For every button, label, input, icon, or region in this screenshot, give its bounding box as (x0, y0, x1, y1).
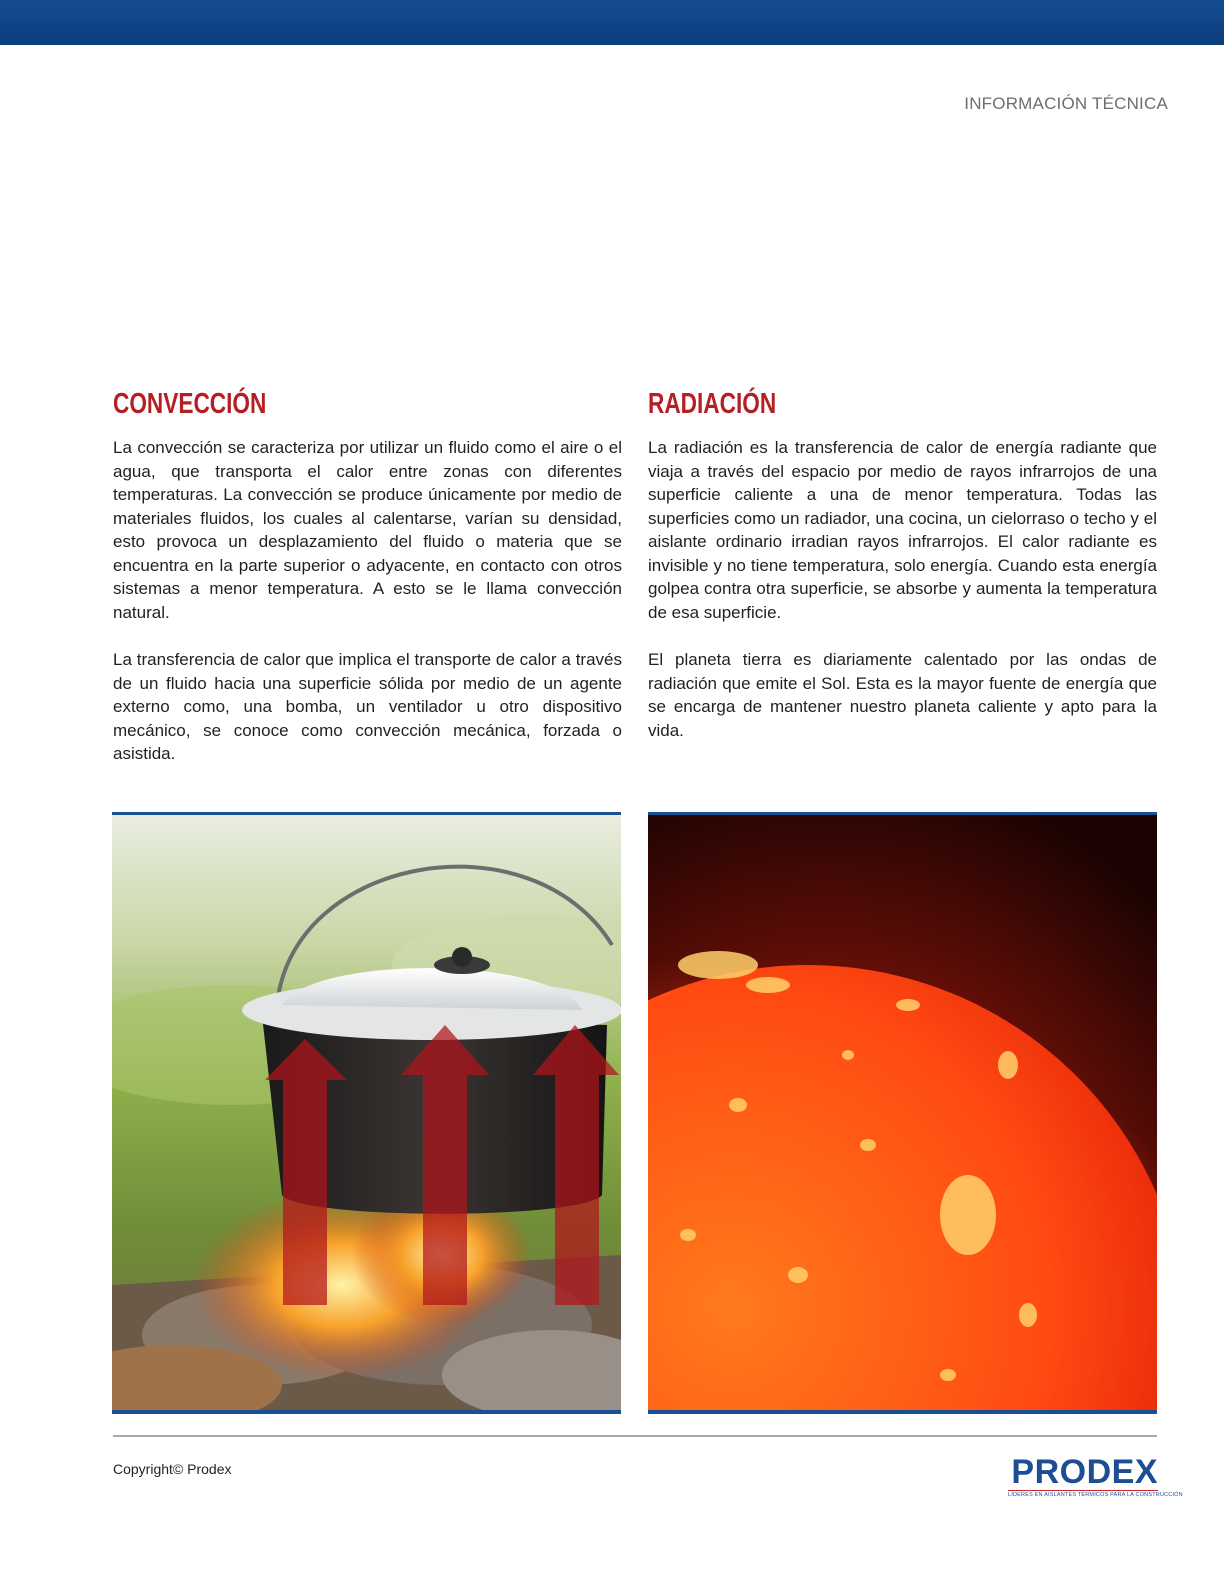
radiation-paragraph-2: El planeta tierra es diariamente calentado por las ondas de radiación que emite el Sol. Esta es la mayor fuente de energía que se encarga de mantener nuestro planeta caliente y apto para la vida. (648, 650, 1157, 740)
prodex-logo (1008, 1453, 1183, 1498)
section-label: INFORMACIÓN TÉCNICA (964, 94, 1168, 113)
sun-illustration (648, 815, 1157, 1410)
convection-paragraph-2: La transferencia de calor que implica el transporte de calor a través de un fluido hacia una superficie sólida por medio de un agente externo como, una bomba, un ventilador u otro dispositivo mecánico, se conoce como convección mecánica, forzada o asistida. (113, 650, 622, 763)
logo-wordmark: PRODEX (1011, 1453, 1158, 1491)
convection-paragraph-1: La convección se caracteriza por utilizar un fluido como el aire o el agua, que transporta el calor entre zonas con diferentes temperaturas. La convección se produce únicamente por medio de materiales fluidos, los cuales al calentarse, varían su densidad, esto provoca un desplazamiento del fluido o materia que se encuentra en la parte superior o adyacente, en contacto con otros sistemas a menor temperatura. A esto se le llama convección natural. (113, 438, 622, 622)
footer-divider (113, 1435, 1157, 1437)
logo-tagline: LÍDERES EN AISLANTES TÉRMICOS PARA LA CONSTRUCCIÓN (1008, 1492, 1183, 1498)
copyright-text: Copyright© Prodex (113, 1461, 232, 1477)
sun-photo (648, 812, 1157, 1414)
convection-heading: CONVECCIÓN (113, 388, 267, 420)
top-bar (0, 0, 1224, 45)
campfire-pot-photo (112, 812, 621, 1414)
radiation-paragraph-1: La radiación es la transferencia de calor de energía radiante que viaja a través del espacio por medio de rayos infrarrojos de una superficie caliente a una de menor temperatura. Todas las superficies como un radiador, una cocina, un cielorraso o techo y el aislante ordinario irradian rayos infrarrojos. El calor radiante es invisible y no tiene temperatura, solo energía. Cuando esta energía golpea contra otra superficie, se absorbe y aumenta la temperatura de esa superficie. (648, 438, 1157, 622)
radiation-column (648, 384, 1157, 766)
campfire-pot-illustration (112, 815, 621, 1410)
radiation-heading: RADIACIÓN (648, 388, 777, 420)
convection-column (113, 384, 622, 790)
